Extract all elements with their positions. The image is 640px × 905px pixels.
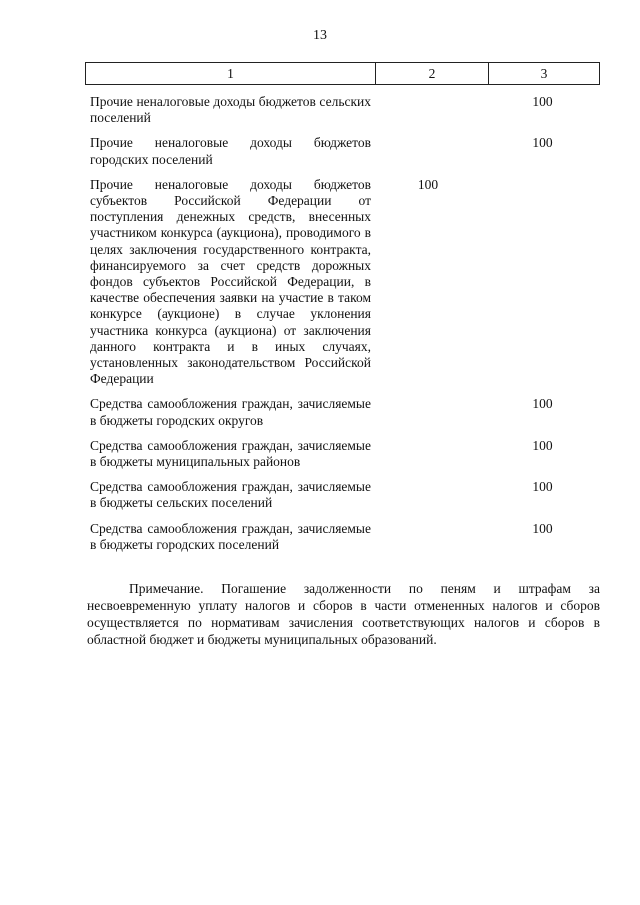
revenue-name-cell: Средства самообложения граждан, зачисляемые в бюджеты городских округов <box>90 396 371 428</box>
footnote-note: Примечание. Погашение задолженности по пеням и штрафам за несвоевременную уплату налогов и сборов в части отмененных налогов и сборов осуществляется по нормативам зачисления соответствующих налогов и сборов в областной бюджет и бюджеты муниципальных образований. <box>87 580 600 647</box>
norm-column-3-cell: 100 <box>532 479 553 495</box>
norm-column-2-cell <box>371 135 485 167</box>
revenue-name-cell: Прочие неналоговые доходы бюджетов субъектов Российской Федерации от поступления денежных средств, внесенных участником конкурса (аукциона), проводимого в целях заключения государственного контракта, финансируемого за счет средств дорожных фондов субъектов Российской Федерации, в качестве обеспечения заявки на участие в таком конкурсе (аукционе) в случае уклонения участника конкурса (аукциона) от заключения данного контракта и в иных случаях, установленных законодательством Российской Федерации <box>90 176 371 387</box>
norm-column-3-cell: 100 <box>532 94 553 109</box>
revenue-name-cell: Прочие неналоговые доходы бюджетов городских поселений <box>90 135 371 167</box>
revenue-name-cell: Средства самообложения граждан, зачисляемые в бюджеты городских поселений <box>90 520 371 552</box>
table-row <box>85 396 600 428</box>
table-row <box>85 521 600 553</box>
page-number: 13 <box>313 28 327 43</box>
norm-column-3-cell: 100 <box>532 437 553 453</box>
revenue-name-cell: Средства самообложения граждан, зачисляемые в бюджеты муниципальных районов <box>90 437 371 470</box>
revenue-name-cell: Прочие неналоговые доходы бюджетов сельских поселений <box>90 94 371 126</box>
table-row <box>85 94 600 126</box>
norm-column-3-cell: 100 <box>532 135 553 151</box>
column-header-1: 1 <box>86 63 376 84</box>
norm-column-3-cell: 100 <box>532 520 553 536</box>
norm-column-2-cell <box>371 396 485 428</box>
table-row <box>85 135 600 167</box>
revenue-name-cell: Средства самообложения граждан, зачисляемые в бюджеты сельских поселений <box>90 479 371 511</box>
table-row <box>85 438 600 470</box>
norm-column-2-cell: 100 <box>417 176 439 192</box>
norm-column-2-cell <box>371 438 485 470</box>
column-header-2: 2 <box>376 63 489 84</box>
table-header-row <box>85 62 600 85</box>
norm-column-3-cell: 100 <box>532 396 553 412</box>
table-row <box>85 177 600 388</box>
norm-column-2-cell <box>371 94 485 126</box>
column-header-3: 3 <box>540 66 548 81</box>
norm-column-2-cell <box>371 479 485 511</box>
revenue-norms-table <box>85 62 600 553</box>
table-row <box>85 479 600 511</box>
norm-column-2-cell <box>371 521 485 553</box>
norm-column-3-cell <box>485 177 600 388</box>
